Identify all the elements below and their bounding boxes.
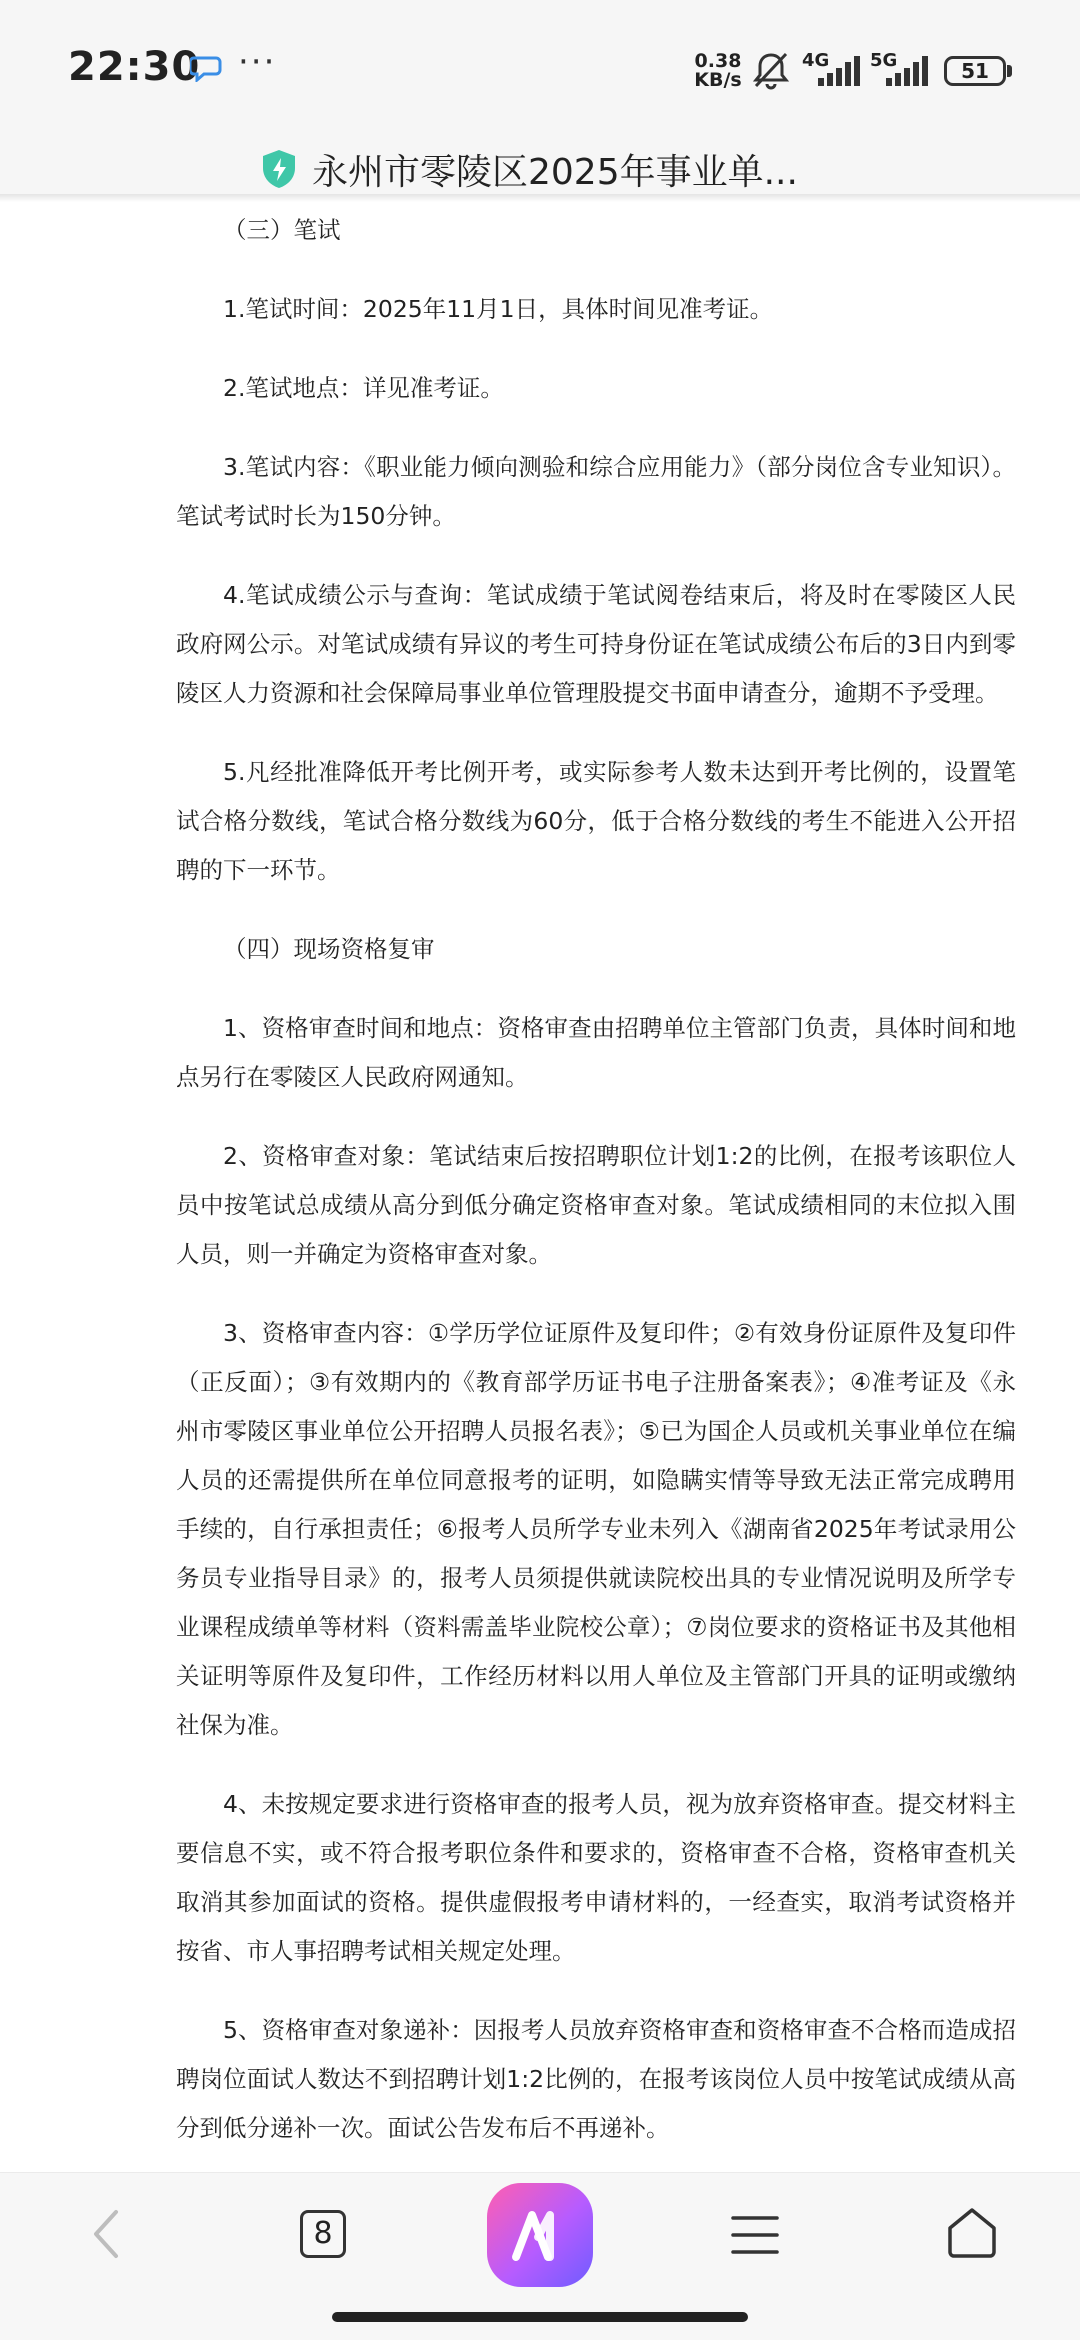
battery-icon: 51 bbox=[944, 56, 1006, 86]
home-icon[interactable] bbox=[946, 2206, 998, 2260]
article-paragraph: 1.笔试时间：2025年11月1日，具体时间见准考证。 bbox=[223, 295, 774, 323]
article-paragraph: 2、资格审查对象：笔试结束后按招聘职位计划1:2的比例，在报考该职位人员中按笔试总成绩从高分到低分确定资格审查对象。笔试成绩相同的末位拟入围人员，则一并确定为资格审查对象。 bbox=[176, 1142, 1016, 1268]
chat-bubble-icon bbox=[190, 54, 224, 82]
signal-4g-label: 4G bbox=[802, 50, 830, 71]
network-speed-unit: KB/s bbox=[694, 69, 742, 91]
article-paragraph: 5.凡经批准降低开考比例开考，或实际参考人数未达到开考比例的，设置笔试合格分数线，笔试合格分数线为60分，低于合格分数线的考生不能进入公开招聘的下一环节。 bbox=[176, 758, 1016, 884]
network-speed bbox=[690, 52, 746, 90]
title-shadow bbox=[0, 194, 1080, 202]
security-shield-icon bbox=[260, 148, 298, 190]
network-speed-value: 0.38 bbox=[694, 50, 742, 72]
gesture-handle[interactable] bbox=[332, 2312, 748, 2322]
article-paragraph: 3、资格审查内容：①学历学位证原件及复印件；②有效身份证原件及复印件（正反面）；③有效期内的《教育部学历证书电子注册备案表》；④准考证及《永州市零陵区事业单位公开招聘人员报名表》；⑤已为国企人员或机关事业单位在编人员的还需提供所在单位同意报考的证明，如隐瞒实情等导致无法正常完成聘用手续的，自行承担责任；⑥报考人员所学专业未列入《湖南省2025年考试录用公务员专业指导目录》的，报考人员须提供就读院校出具的专业情况说明及所学专业课程成绩单等材料（资料需盖毕业院校公章）；⑦岗位要求的资格证书及其他相关证明等原件及复印件，工作经历材料以用人单位及主管部门开具的证明或缴纳社保为准。 bbox=[176, 1319, 1016, 1739]
signal-5g bbox=[870, 50, 932, 90]
article-paragraph: 5、资格审查对象递补：因报考人员放弃资格审查和资格审查不合格而造成招聘岗位面试人数达不到招聘计划1:2比例的，在报考该岗位人员中按笔试成绩从高分到低分递补一次。面试公告发布后不再递补。 bbox=[176, 2016, 1016, 2142]
mute-bell-icon bbox=[752, 50, 790, 90]
page-title[interactable]: 永州市零陵区2025年事业单... bbox=[312, 152, 798, 193]
signal-icon bbox=[818, 56, 864, 88]
more-dots-icon: ··· bbox=[238, 42, 277, 82]
article-paragraph: 3.笔试内容：《职业能力倾向测验和综合应用能力》（部分岗位含专业知识）。笔试考试时长为150分钟。 bbox=[176, 453, 1016, 530]
app-logo-icon[interactable] bbox=[487, 2183, 593, 2287]
article-paragraph: 4、未按规定要求进行资格审查的报考人员，视为放弃资格审查。提交材料主要信息不实，或不符合报考职位条件和要求的，资格审查不合格，资格审查机关取消其参加面试的资格。提供虚假报考申请材料的，一经查实，取消考试资格并按省、市人事招聘考试相关规定处理。 bbox=[176, 1790, 1016, 1965]
battery-tip bbox=[1007, 65, 1012, 77]
signal-4g bbox=[802, 50, 864, 90]
status-time: 22:30 bbox=[68, 44, 201, 90]
article-paragraph: 4.笔试成绩公示与查询：笔试成绩于笔试阅卷结束后，将及时在零陵区人民政府网公示。对笔试成绩有异议的考生可持身份证在笔试成绩公布后的3日内到零陵区人力资源和社会保障局事业单位管理股提交书面申请查分，逾期不予受理。 bbox=[176, 581, 1016, 707]
article-paragraph: 1、资格审查时间和地点：资格审查由招聘单位主管部门负责，具体时间和地点另行在零陵区人民政府网通知。 bbox=[176, 1014, 1016, 1091]
menu-icon[interactable] bbox=[730, 2214, 780, 2256]
app-logo-glyph bbox=[510, 2207, 570, 2263]
section-heading: （四）现场资格复审 bbox=[223, 935, 435, 963]
signal-icon bbox=[886, 56, 932, 88]
signal-5g-label: 5G bbox=[870, 50, 898, 71]
back-icon[interactable] bbox=[86, 2206, 126, 2262]
tabs-icon[interactable]: 8 bbox=[300, 2210, 346, 2258]
section-heading: （三）笔试 bbox=[223, 216, 341, 244]
article-content bbox=[176, 206, 1016, 2153]
article-paragraph: 2.笔试地点：详见准考证。 bbox=[223, 374, 504, 402]
